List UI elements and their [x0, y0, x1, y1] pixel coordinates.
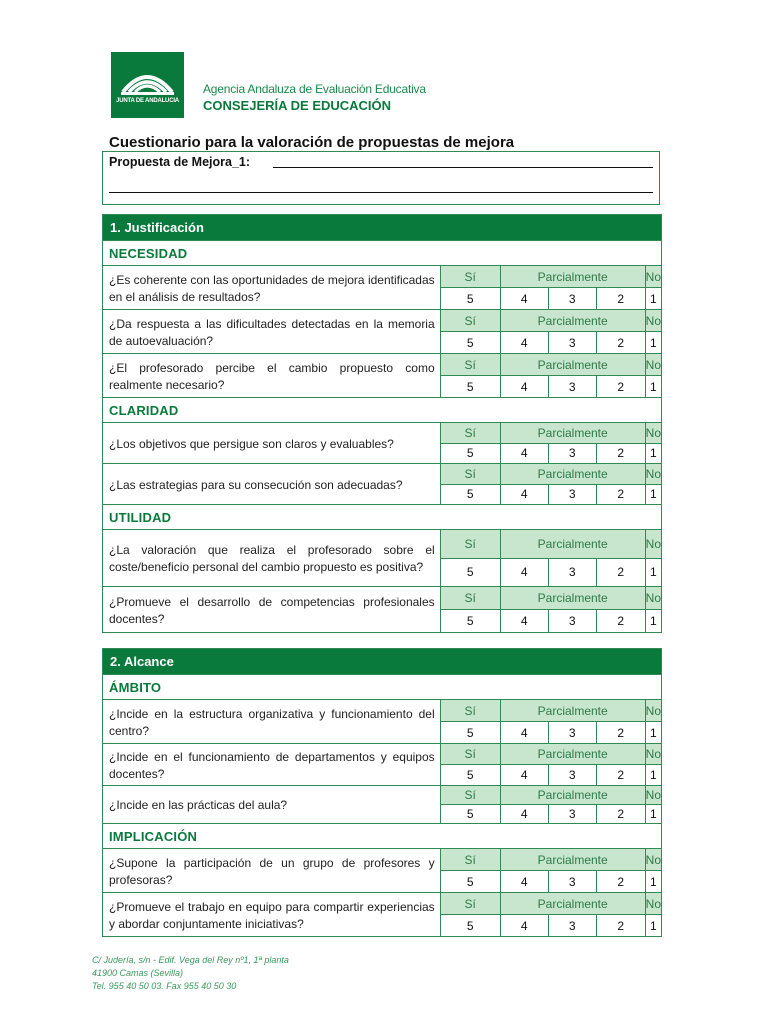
logo-arches-icon [111, 52, 184, 118]
rating-option-3[interactable]: 3 [549, 485, 597, 505]
rating-parcialmente-label: Parcialmente [501, 587, 646, 609]
rating-option-2[interactable]: 2 [597, 332, 646, 353]
rating-grid [440, 587, 661, 632]
rating-header-row [441, 849, 661, 871]
page-title: Cuestionario para la valoración de propuestas de mejora [109, 134, 515, 151]
rating-no-label: No [645, 466, 661, 481]
rating-values-row [441, 376, 661, 397]
rating-option-1[interactable]: 1 [649, 614, 657, 628]
rating-option-2[interactable]: 2 [597, 805, 646, 823]
question-row [103, 265, 661, 309]
question-row [103, 586, 661, 632]
rating-option-1[interactable]: 1 [649, 335, 657, 350]
rating-grid [440, 786, 661, 823]
rating-option-3[interactable]: 3 [549, 332, 597, 353]
rating-option-4[interactable]: 4 [501, 805, 549, 823]
rating-option-4[interactable]: 4 [501, 722, 549, 743]
rating-values-row [441, 722, 661, 743]
question-label: ¿Da respuesta a las dificultades detectadas en la memoria de autoevaluación? [109, 316, 435, 348]
rating-si-label: Sí [441, 893, 501, 914]
question-label: ¿La valoración que realiza el profesorado sobre el coste/beneficio personal del cambio propuesto es positiva? [109, 543, 435, 574]
rating-header-row [441, 893, 661, 915]
question-label: ¿Las estrategias para su consecución son adecuadas? [109, 477, 403, 492]
group-heading: CLARIDAD [103, 397, 661, 422]
question-text [103, 530, 440, 586]
rating-option-5[interactable]: 5 [441, 805, 501, 823]
rating-option-1[interactable]: 1 [649, 725, 657, 740]
section-alcance [102, 648, 662, 937]
rating-grid [440, 893, 661, 936]
rating-grid [440, 530, 661, 586]
rating-parcialmente-label: Parcialmente [501, 893, 646, 914]
rating-option-3[interactable]: 3 [549, 288, 597, 309]
proposal-line-2[interactable] [109, 192, 653, 193]
question-label: ¿Incide en las prácticas del aula? [109, 798, 288, 812]
rating-header-row [441, 310, 661, 332]
rating-no-label: No [645, 357, 661, 372]
rating-values-row [441, 444, 661, 464]
rating-option-4[interactable]: 4 [501, 871, 549, 892]
rating-parcialmente-label: Parcialmente [501, 849, 646, 870]
rating-parcialmente-label: Parcialmente [501, 266, 646, 287]
rating-header-row [441, 700, 661, 722]
rating-no-label: No [645, 313, 661, 328]
rating-option-4[interactable]: 4 [501, 376, 549, 397]
rating-option-3[interactable]: 3 [549, 610, 597, 632]
rating-option-1[interactable]: 1 [649, 487, 657, 502]
rating-option-1[interactable]: 1 [649, 918, 657, 933]
question-label: ¿Promueve el desarrollo de competencias profesionales docentes? [109, 594, 435, 626]
rating-values-row [441, 288, 661, 309]
rating-option-5[interactable]: 5 [441, 722, 501, 743]
question-row [103, 353, 661, 397]
rating-header-row [441, 530, 661, 559]
rating-option-2[interactable]: 2 [597, 765, 646, 785]
rating-option-3[interactable]: 3 [549, 805, 597, 823]
rating-si-label: Sí [441, 700, 501, 721]
rating-option-3[interactable]: 3 [549, 444, 597, 464]
question-label: ¿Promueve el trabajo en equipo para compartir experiencias y abordar conjuntamente iniciativas? [109, 899, 435, 931]
rating-option-5[interactable]: 5 [441, 485, 501, 505]
question-text [103, 310, 440, 353]
rating-grid [440, 744, 661, 785]
rating-si-label: Sí [441, 310, 501, 331]
rating-option-4[interactable]: 4 [501, 288, 549, 309]
rating-option-2[interactable]: 2 [597, 722, 646, 743]
rating-option-2[interactable]: 2 [597, 485, 646, 505]
rating-no-label: No [645, 591, 661, 605]
rating-option-3[interactable]: 3 [549, 376, 597, 397]
rating-grid [440, 700, 661, 743]
rating-option-4[interactable]: 4 [501, 485, 549, 505]
rating-parcialmente-label: Parcialmente [501, 744, 646, 764]
rating-si-label: Sí [441, 587, 501, 609]
question-row [103, 309, 661, 353]
question-label: ¿Incide en el funcionamiento de departamentos y equipos docentes? [109, 749, 435, 781]
rating-option-5[interactable]: 5 [441, 871, 501, 892]
proposal-box [102, 151, 660, 205]
rating-parcialmente-label: Parcialmente [501, 786, 646, 804]
agency-name: Agencia Andaluza de Evaluación Educativa [203, 82, 426, 96]
rating-no-label: No [645, 425, 661, 440]
rating-option-3[interactable]: 3 [549, 559, 597, 587]
rating-grid [440, 849, 661, 892]
rating-option-5[interactable]: 5 [441, 559, 501, 587]
footer-line-1: C/ Judería, s/n - Edif. Vega del Rey nº1, 1ª planta [92, 955, 289, 965]
question-row [103, 422, 661, 463]
rating-option-3[interactable]: 3 [549, 722, 597, 743]
rating-header-row [441, 464, 661, 485]
footer-line-2: 41900 Camas (Sevilla) [92, 968, 184, 978]
section-justificacion [102, 214, 662, 633]
question-text [103, 464, 440, 504]
question-row [103, 743, 661, 785]
rating-header-row [441, 266, 661, 288]
rating-si-label: Sí [441, 786, 501, 804]
rating-grid [440, 310, 661, 353]
rating-option-5[interactable]: 5 [441, 376, 501, 397]
question-row [103, 848, 661, 892]
rating-grid [440, 266, 661, 309]
rating-no-label: No [645, 703, 661, 718]
rating-option-3[interactable]: 3 [549, 765, 597, 785]
rating-option-5[interactable]: 5 [441, 915, 501, 936]
footer-address [92, 954, 289, 993]
question-label: ¿El profesorado percibe el cambio propuesto como realmente necesario? [109, 360, 435, 392]
rating-option-4[interactable]: 4 [501, 559, 549, 587]
question-text [103, 849, 440, 892]
rating-header-row [441, 786, 661, 805]
rating-header-row [441, 423, 661, 444]
rating-no-label: No [645, 747, 661, 761]
rating-option-2[interactable]: 2 [597, 376, 646, 397]
rating-si-label: Sí [441, 423, 501, 443]
rating-si-label: Sí [441, 266, 501, 287]
rating-option-4[interactable]: 4 [501, 765, 549, 785]
rating-no-label: No [645, 269, 661, 284]
rating-values-row [441, 915, 661, 936]
question-text [103, 786, 440, 823]
rating-parcialmente-label: Parcialmente [501, 530, 646, 558]
rating-values-row [441, 610, 661, 632]
rating-no-label: No [645, 536, 661, 551]
rating-option-1[interactable]: 1 [649, 565, 657, 580]
question-text [103, 266, 440, 309]
ministry-name: CONSEJERÍA DE EDUCACIÓN [203, 98, 392, 113]
rating-si-label: Sí [441, 530, 501, 558]
rating-option-4[interactable]: 4 [501, 610, 549, 632]
rating-parcialmente-label: Parcialmente [501, 310, 646, 331]
question-label: ¿Supone la participación de un grupo de profesores y profesoras? [109, 855, 435, 887]
junta-logo [111, 52, 184, 118]
group-heading: UTILIDAD [103, 504, 661, 529]
question-row [103, 699, 661, 743]
rating-grid [440, 354, 661, 397]
rating-option-5[interactable]: 5 [441, 288, 501, 309]
rating-option-1[interactable]: 1 [649, 874, 657, 889]
question-text [103, 744, 440, 785]
rating-option-5[interactable]: 5 [441, 332, 501, 353]
section-header: 1. Justificación [103, 215, 661, 240]
group-heading: ÁMBITO [103, 674, 661, 699]
rating-parcialmente-label: Parcialmente [501, 464, 646, 484]
rating-si-label: Sí [441, 464, 501, 484]
question-row [103, 463, 661, 504]
rating-header-row [441, 354, 661, 376]
rating-grid [440, 464, 661, 504]
rating-header-row [441, 744, 661, 765]
question-row [103, 892, 661, 936]
rating-option-2[interactable]: 2 [597, 559, 646, 587]
rating-option-5[interactable]: 5 [441, 610, 501, 632]
rating-option-1[interactable]: 1 [649, 446, 657, 461]
question-label: ¿Incide en la estructura organizativa y funcionamiento del centro? [109, 706, 435, 738]
rating-no-label: No [645, 788, 661, 802]
rating-values-row [441, 765, 661, 785]
rating-option-4[interactable]: 4 [501, 332, 549, 353]
rating-values-row [441, 485, 661, 505]
rating-option-1[interactable]: 1 [649, 379, 657, 394]
question-text [103, 423, 440, 463]
rating-option-2[interactable]: 2 [597, 444, 646, 464]
question-row [103, 529, 661, 586]
rating-values-row [441, 332, 661, 353]
rating-option-3[interactable]: 3 [549, 915, 597, 936]
section-header: 2. Alcance [103, 649, 661, 674]
question-label: ¿Los objetivos que persigue son claros y evaluables? [109, 436, 394, 451]
rating-si-label: Sí [441, 354, 501, 375]
question-text [103, 587, 440, 632]
question-row [103, 785, 661, 823]
rating-option-5[interactable]: 5 [441, 765, 501, 785]
rating-option-5[interactable]: 5 [441, 444, 501, 464]
footer-line-3: Tel. 955 40 50 03. Fax 955 40 50 30 [92, 981, 237, 991]
rating-header-row [441, 587, 661, 610]
rating-si-label: Sí [441, 849, 501, 870]
rating-option-2[interactable]: 2 [597, 288, 646, 309]
rating-parcialmente-label: Parcialmente [501, 700, 646, 721]
rating-grid [440, 423, 661, 463]
rating-option-4[interactable]: 4 [501, 915, 549, 936]
rating-values-row [441, 559, 661, 587]
rating-option-2[interactable]: 2 [597, 610, 646, 632]
rating-option-4[interactable]: 4 [501, 444, 549, 464]
rating-values-row [441, 805, 661, 823]
rating-parcialmente-label: Parcialmente [501, 354, 646, 375]
question-text [103, 354, 440, 397]
rating-si-label: Sí [441, 744, 501, 764]
group-heading: NECESIDAD [103, 240, 661, 265]
rating-parcialmente-label: Parcialmente [501, 423, 646, 443]
rating-values-row [441, 871, 661, 892]
group-heading: IMPLICACIÓN [103, 823, 661, 848]
rating-option-1[interactable]: 1 [649, 807, 657, 821]
question-text [103, 893, 440, 936]
rating-option-1[interactable]: 1 [649, 291, 657, 306]
proposal-label: Propuesta de Mejora_1: [109, 155, 251, 169]
rating-option-3[interactable]: 3 [549, 871, 597, 892]
rating-option-2[interactable]: 2 [597, 871, 646, 892]
logo-text: JUNTA DE ANDALUCIA [116, 98, 179, 104]
rating-option-2[interactable]: 2 [597, 915, 646, 936]
question-text [103, 700, 440, 743]
rating-no-label: No [645, 852, 661, 867]
rating-option-1[interactable]: 1 [649, 768, 657, 782]
rating-no-label: No [645, 896, 661, 911]
proposal-line-1[interactable] [273, 167, 653, 168]
question-label: ¿Es coherente con las oportunidades de mejora identificadas en el análisis de resultados? [109, 272, 435, 304]
